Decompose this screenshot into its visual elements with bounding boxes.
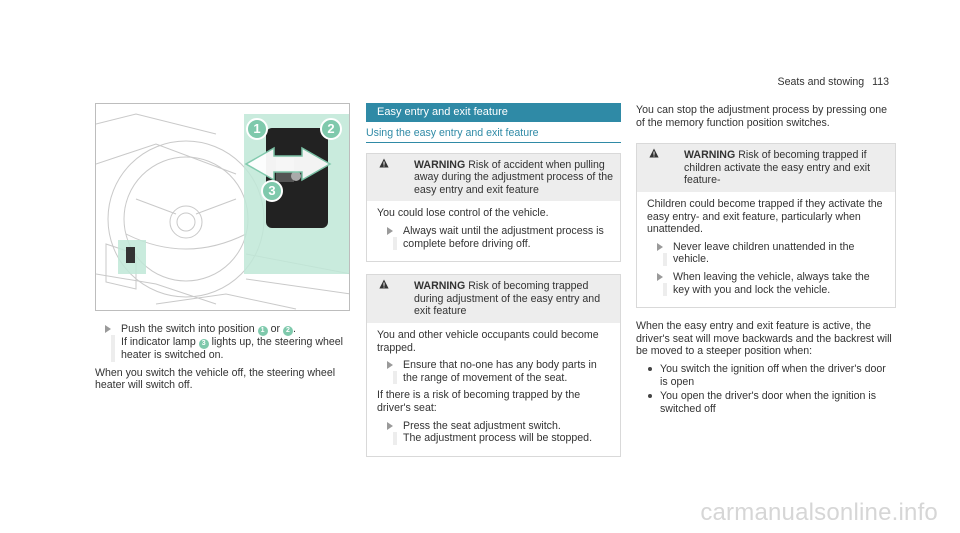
instruction-step: Push the switch into position 1 or 2 . If indicator lamp 3 lights up, the steering wheel heater is switched on. [95, 323, 355, 362]
callout-3: 3 [261, 180, 283, 202]
step-arrow-icon [657, 273, 663, 281]
subsection-title: Using the easy entry and exit feature [366, 122, 621, 143]
page-number: 113 [872, 76, 889, 88]
callout-1: 1 [246, 118, 268, 140]
callout-2: 2 [320, 118, 342, 140]
list-item: You switch the ignition off when the driver's door is open [646, 363, 896, 388]
middle-column [366, 103, 621, 469]
watermark: carmanualsonline.info [700, 499, 938, 527]
warning-icon [379, 158, 389, 168]
warning-label: WARNING [684, 149, 736, 162]
section-name: Seats and stowing [777, 76, 865, 88]
warning-label: WARNING [414, 158, 466, 171]
left-column [95, 323, 355, 397]
steering-wheel-illustration [95, 103, 350, 311]
warning-icon [379, 279, 389, 289]
warning-heading: Risk of becoming trapped if children activate the easy entry and exit feature- [684, 149, 871, 187]
step-arrow-icon [105, 325, 111, 333]
warning-box: WARNING Risk of becoming trapped if children activate the easy entry and exit feature- Children could become trapped if they activate the easy entry- and exit feature, particularly when unattended. Never leave children unattended in the vehicle. When leaving the vehicle, always take the key with you and lock the vehicle. [636, 143, 896, 308]
callout-3-badge: 3 [199, 339, 209, 349]
step-arrow-icon [387, 422, 393, 430]
illustration-drawing [96, 104, 350, 311]
warning-heading: Risk of accident when pulling away during the adjustment process of the easy entry and exit feature [414, 158, 614, 196]
warning-box: WARNING Risk of becoming trapped during adjustment of the easy entry and exit feature You and other vehicle occupants could become trapped. Ensure that no-one has any body parts in the range of movement of the seat. If there is a risk of becoming trapped by the driver's seat: Press the seat adjustment switch. The adjustment process will be stopped. [366, 274, 621, 457]
step-arrow-icon [387, 361, 393, 369]
callout-1-badge: 1 [258, 326, 268, 336]
body-text: You can stop the adjustment process by pressing one of the memory function position switches. [636, 104, 888, 129]
right-column [636, 104, 896, 417]
warning-label: WARNING [414, 280, 466, 293]
step-arrow-icon [387, 227, 393, 235]
body-text: When the easy entry and exit feature is active, the driver's seat will move backwards and the backrest will be moved to a steeper position when: [636, 320, 892, 358]
page-header [778, 76, 889, 89]
section-title: Easy entry and exit feature [366, 103, 621, 122]
step-arrow-icon [657, 243, 663, 251]
body-text: When you switch the vehicle off, the steering wheel heater will switch off. [95, 366, 336, 392]
condition-list [636, 363, 896, 415]
warning-icon [649, 148, 659, 158]
warning-heading: Risk of becoming trapped during adjustment of the easy entry and exit feature [414, 280, 601, 318]
list-item: You open the driver's door when the ignition is switched off [646, 390, 896, 415]
warning-box: WARNING Risk of accident when pulling away during the adjustment process of the easy entry and exit feature You could lose control of the vehicle. Always wait until the adjustment process is complete before driving off. [366, 153, 621, 263]
callout-2-badge: 2 [283, 326, 293, 336]
